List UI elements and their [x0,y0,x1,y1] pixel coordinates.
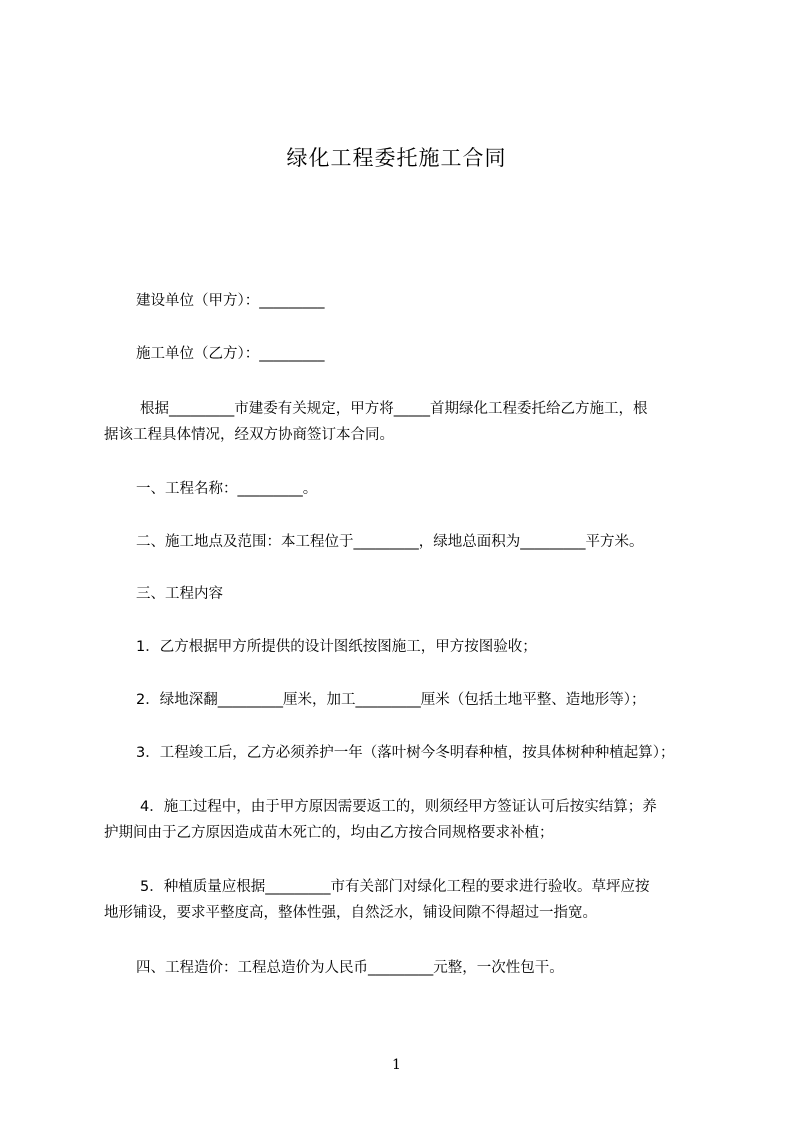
intro-paragraph-line-1: 根据_________市建委有关规定，甲方将_____首期绿化工程委托给乙方施工，根 [140,401,648,417]
section-3-heading: 三、工程内容 [136,586,223,602]
section-2-location: 二、施工地点及范围：本工程位于_________，绿地总面积为_________平方米。 [136,534,644,550]
page-number: 1 [392,1057,401,1073]
party-a-line: 建设单位（甲方）：_________ [136,293,325,309]
content-item-5-line-2: 地形铺设，要求平整度高，整体性强，自然泛水，铺设间隙不得超过一指宽。 [104,905,597,921]
content-item-4-line-1: 4．施工过程中，由于甲方原因需要返工的，则须经甲方签证认可后按实结算；养 [140,799,657,815]
document-title: 绿化工程委托施工合同 [286,146,507,170]
content-item-1: 1．乙方根据甲方所提供的设计图纸按图施工，甲方按图验收； [136,639,537,655]
content-item-4-line-2: 护期间由于乙方原因造成苗木死亡的，均由乙方按合同规格要求补植； [104,825,554,841]
section-1-project-name: 一、工程名称：_________。 [136,481,318,497]
intro-paragraph-line-2: 据该工程具体情况，经双方协商签订本合同。 [104,427,394,443]
section-4-cost: 四、工程造价：工程总造价为人民币_________元整，一次性包干。 [136,960,564,976]
content-item-5-line-1: 5．种植质量应根据_________市有关部门对绿化工程的要求进行验收。草坪应按 [140,879,650,895]
content-item-2: 2．绿地深翻_________厘米，加工_________厘米（包括土地平整、造地形等）； [136,692,646,708]
content-item-3: 3．工程竣工后，乙方必须养护一年（落叶树今冬明春种植，按具体树种种植起算）； [136,745,675,761]
party-b-line: 施工单位（乙方）：_________ [136,346,325,362]
